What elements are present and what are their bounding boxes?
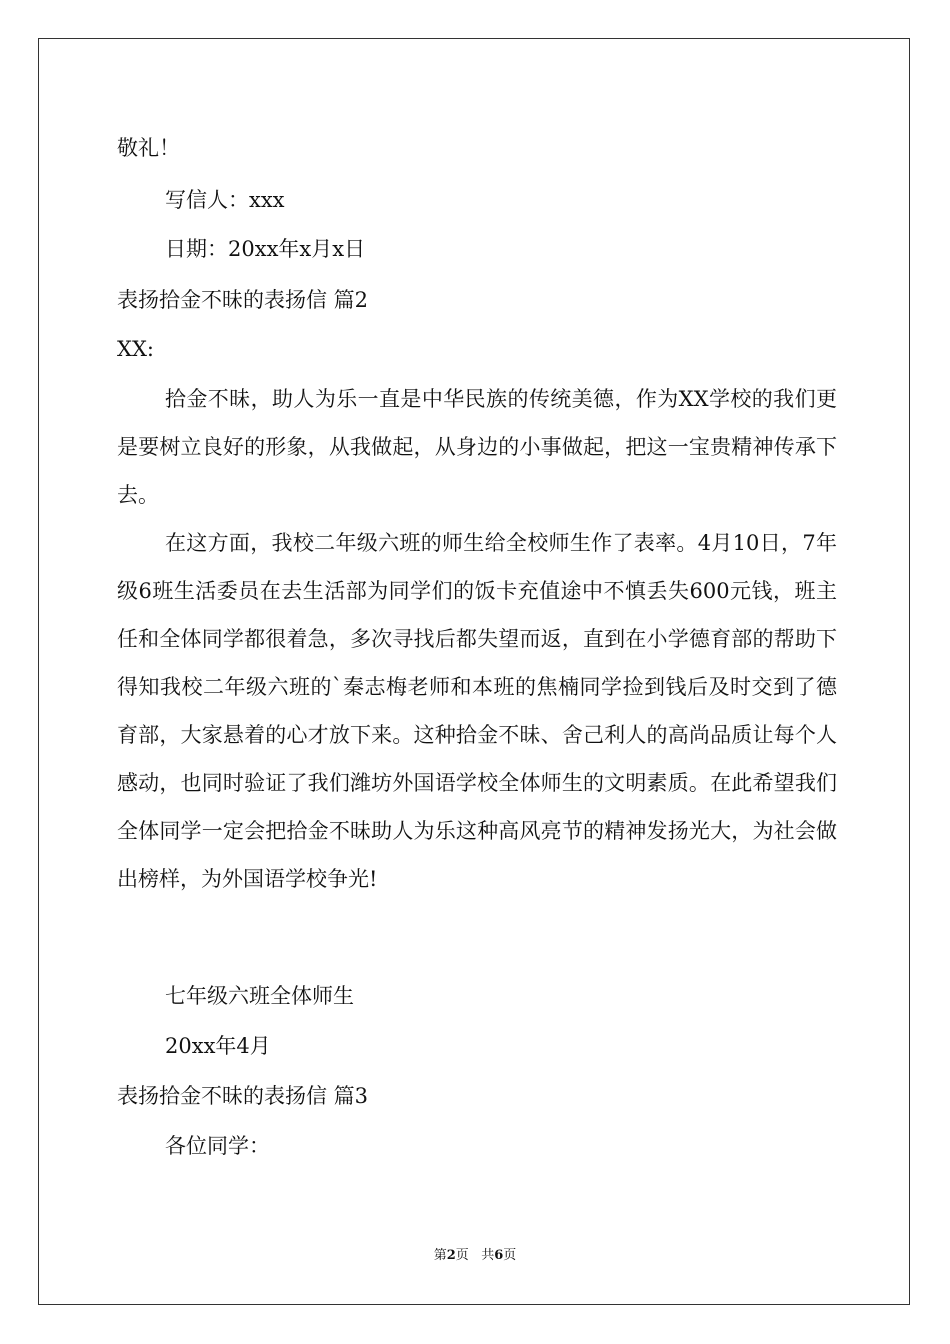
total-page-number: 6 [494,1248,504,1263]
page-footer [0,1248,950,1264]
current-page-number: 2 [446,1248,456,1263]
writer-line: 写信人：xxx [165,188,285,212]
closing-salute: 敬礼！ [117,136,180,160]
section-heading-2: 表扬拾金不昧的表扬信 篇2 [117,288,369,312]
paragraph-2: 在这方面，我校二年级六班的师生给全校师生作了表率。4月10日，7年级6班生活委员在去生活部为同学们的饭卡充值途中不慎丢失600元钱，班主任和全体同学都很着急，多次寻找后都失望而返，直到在小学德育部的帮助下得知我校二年级六班的`秦志梅老师和本班的焦楠同学捡到钱后及时交到了德育部，大家悬着的心才放下来。这种拾金不昧、舍己利人的高尚品质让每个人感动，也同时验证了我们潍坊外国语学校全体师生的文明素质。在此希望我们全体同学一定会把拾金不昧助人为乐这种高风亮节的精神发扬光大，为社会做出榜样，为外国语学校争光! [117,531,837,891]
section-heading-3: 表扬拾金不昧的表扬信 篇3 [117,1084,369,1108]
greeting-2: XX: [117,337,154,361]
paragraph-1: 拾金不昧，助人为乐一直是中华民族的传统美德，作为XX学校的我们更是要树立良好的形象，从我做起，从身边的小事做起，把这一宝贵精神传承下去。 [117,387,837,507]
greeting-3: 各位同学： [165,1134,270,1158]
date-line-2: 20xx年4月 [165,1034,271,1058]
footer-mid: 页 共 [455,1248,495,1263]
date-line: 日期：20xx年x月x日 [165,237,366,261]
signature-line: 七年级六班全体师生 [165,984,354,1008]
footer-suffix: 页 [503,1248,517,1263]
footer-prefix: 第 [433,1248,447,1263]
